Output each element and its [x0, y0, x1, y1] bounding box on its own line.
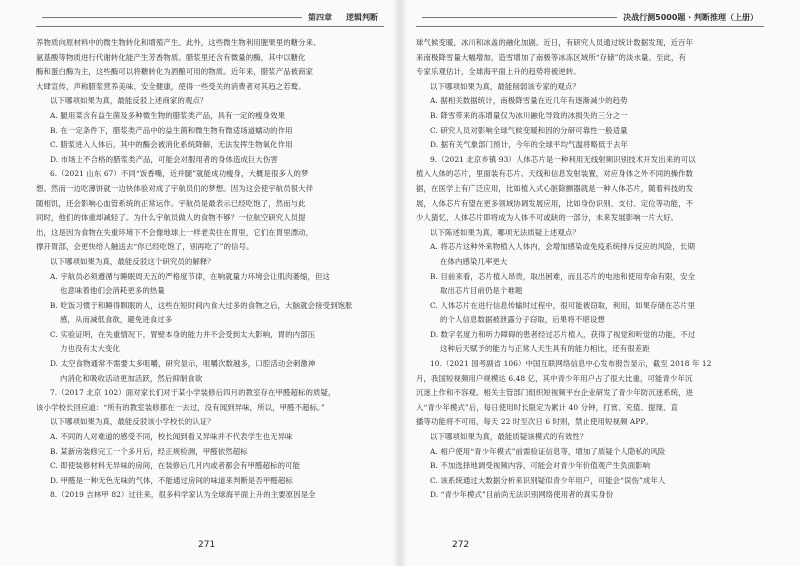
text-line: 球气候变暖，冰川和冰盖的融化加剧。近日，有研究人员通过统计数据发现，近百年 — [416, 38, 694, 47]
text-line: D. 太空食物通常不需要太多咀嚼，研究显示，咀嚼次数越多，口腔活动会刺激神 — [50, 359, 316, 369]
book-title: 决战行测5000题 · 判断推理（上册） — [623, 12, 758, 22]
left-page-text — [36, 36, 384, 503]
text-line: B. 吃饭习惯于和睡得瞑眠的人，这些在短时间内食大过多的食物之后，大脑就会接受到饱胀 — [50, 300, 353, 310]
text-line: 6.（2021 山东 67）不同“饭香嘴，近并腿”就能成功瘦身，大概是很多人的梦 — [50, 169, 309, 179]
text-line: 撑开胃部，会更快给人触送去“你已经吃饱了，别再吃了”的信号。 — [36, 242, 254, 252]
text-line: 养物质向原材料中的微生物转化和增殖产生。此外，这些微生物利用腥果里的糖分来、 — [36, 38, 321, 47]
text-line: 展，人体芯片有望在更多领域协调发展应用，比如身份识别、支付、定位等功能，不 — [416, 198, 694, 208]
text-line: B. 不加选择地调受视频内容，可能会对青少年价值观产生负面影响 — [430, 461, 651, 471]
text-line: A. 据相关数据统计，南极降雪量在近几年有逐渐减少的趋势 — [430, 96, 628, 106]
text-line: A. 宇航员必须遵循与睡眠周天五的严格度节律，在响就量力环境会让肌肉萎缩，但这 — [50, 271, 331, 281]
text-line: 入“青少年模式”后，每日使用时长限定为累计 40 分钟，打赏、充值、提现、直 — [416, 402, 678, 412]
text-line: B. 降雪带来的冻增量仅为冰川融化导致的冰损失的三分之一 — [430, 110, 628, 120]
right-page — [400, 0, 800, 566]
text-line: D. 据有关气象部门预计，今年的全球平均气温将略低于去年 — [430, 140, 628, 150]
text-line: 取出芯片目前仍是个难题 — [440, 286, 523, 296]
text-line: 氨基酸等物质进行代谢转化能产生芳香物质。腊浆里还含有微量的酶，其中以糖化 — [36, 52, 306, 62]
text-line: 想。然而一边吃薄饼就一边快体验对成了宇航员们的梦想。因为这会使宇航员很大伴 — [36, 183, 314, 193]
text-line: D. 甲醛是一种无色无味的气体，不能通过房间的味道来判断是否甲醛超标 — [50, 475, 293, 485]
text-line: D. 市场上不合格的腊浆类产品，可能会对服用者的身体造成巨大伤害 — [50, 154, 278, 164]
chapter-label: 第四章 — [308, 12, 332, 22]
text-line: 7.（2017 北京 102）面对家长们对于某小学装修后四月的教室存在甲醛超标的质疑， — [50, 388, 336, 398]
page-number-left: 271 — [198, 540, 216, 550]
text-line: C. 该系统通过大数据分析来识别疑似青少年用户，可能会“误伤”成年人 — [430, 475, 666, 485]
text-line: 大肆宣传，声称腊浆营养美味、安全健康，使得一些受关的消费者对其趋之若鹜。 — [36, 81, 306, 91]
text-line: 播等功能将不可用，每天 22 时至次日 6 时则，禁止使用短视频 APP。 — [416, 417, 653, 427]
text-line: A. 不同的人对难道的感受不同，校长闻到看又异味并不代表学生也无异味 — [50, 432, 293, 442]
text-line: 沉迷上作和不容观。相关主管部门组织短视频平台企业研发了青少年防沉迷系统，进 — [416, 388, 694, 398]
right-header — [416, 8, 764, 27]
page-number-right: 272 — [452, 540, 470, 550]
text-line: 9.（2021 北京乡镇 93）人体芯片是一种利用无线射频识别技术开发出来的可以 — [430, 154, 696, 164]
text-line: 以下哪项如果为真，最能反驳上述商家的观点？ — [50, 96, 208, 106]
text-line: 专家乐观估计，全球海平面上升的趋势将被逆转。 — [416, 67, 581, 77]
text-line: 出，这是因为食物在失重环境下不会像地球上一样老卖往在胃里，它们在胃里漂动， — [36, 227, 314, 237]
text-line: 以下哪项如果为真，最能反驳该小学校长的认证？ — [50, 417, 215, 427]
text-line: 以下哪项如果为真，最能削弱该专家的观点？ — [430, 81, 580, 91]
text-line: C. 即使装修材料无异味的房间，在装修后几月内或者都会有甲醛超标的可能 — [50, 461, 301, 471]
text-line: 随相饥，还会影响心血管系统的正常运作。宇航员是最表示已经吃饱了，然而与此 — [36, 198, 306, 208]
text-line: 以下哪项如果为真，最能反驳这个研究员的解释？ — [50, 256, 215, 266]
text-line: C. 腊浆进入人体后，其中的酶会被消化系统降解，无法发挥生物氧化作用 — [50, 140, 293, 150]
text-line: B. 目前来看，芯片植入昂贵，取出困难，而且芯片的电池和使用寿命有限，安全 — [430, 271, 696, 281]
text-line: A. 将芯片这种外来物植入人体内，会增加感染或免疫系统排斥反应的风险，长期 — [430, 242, 696, 252]
text-line: 感，从而减低食欲，避免进食过多 — [60, 315, 173, 325]
text-line: 也意味着他们会消耗更多的热量 — [60, 286, 165, 296]
text-line: 8.（2019 吉林甲 82）过往来，很多科学家认为全球海平面上升的主要原因是全 — [50, 490, 316, 500]
text-line: D. “青少年模式”目前尚无法识别网络使用者的真实身份 — [430, 490, 614, 500]
text-line: 内消化和吸收活动更加活跃，然后抑制食欲 — [60, 373, 203, 383]
book-gutter — [392, 0, 408, 566]
text-line: 植入人体的芯片，里面装有芯片、天线和信息发射装置，对应身体之外不同的操作数 — [416, 169, 694, 179]
text-line: 以下哪项如果为真，最能质疑该模式的有效性？ — [430, 432, 588, 442]
text-line: D. 数字名度力和听力障碍的患者经过芯片植入，获得了视觉和听觉的功能，不过 — [430, 329, 696, 339]
text-line: 的个人信息数据被泄露分子窃取，后果将不堪设想 — [440, 315, 605, 325]
text-line: A. 相户使用“青少年模式”前需验证信息等，增加了质疑个人隐私的风险 — [430, 446, 666, 456]
text-line: 该小学校长回应道：“所有的教室装修都在一去过，没有闻到异味，所以，甲醛不超标。” — [36, 402, 325, 412]
right-page-text — [416, 36, 764, 503]
text-line: 以下陈述如果为真，哪项无法质疑上述观点？ — [430, 227, 580, 237]
chapter-title: 逻辑判断 — [346, 12, 378, 22]
text-line: 这种后天赋予的能力与正常人天生具有的能力相比，还有很差距 — [440, 344, 650, 354]
text-line: B. 某新房装修完工一个多月后，经正规检测，甲醛依然超标 — [50, 446, 248, 456]
text-line: 10.（2021 国考副省 106）中国互联网络信息中心发布报告显示，截至 2018 年 12 — [430, 359, 712, 369]
text-line: C. 实验证明，在失重情况下，胃壁本身的能力并不会受到太大影响，胃的内部压 — [50, 329, 316, 339]
text-line: 来南极降雪量大幅增加，造雪增加了南极等冰冻区域所“存储”的淡水量。至此，有 — [416, 52, 686, 62]
text-line: 酶和蛋白酶为主，这些酶可以将糖转化为酒酿可用的物质。近年来，腊浆产品被商家 — [36, 67, 314, 77]
text-line: C. 人体芯片在进行信息传输时过程中，很可能被窃取，利用，如果存储在芯片里 — [430, 300, 696, 310]
text-line: 据，在医学上有广泛应用，比如植入式心脏除颤器就是一种人体芯片，随着科技的发 — [416, 183, 694, 193]
text-line: 力也没有太大变化 — [60, 344, 120, 354]
text-line: C. 研究人员对影响全球气候变暖和因的分研可靠性一般适量 — [430, 125, 628, 135]
text-line: 在体内感染几率更大 — [440, 256, 508, 266]
text-line: 月，我国短视频用户规模达 6.48 亿，其中青少年用户占了很大比重，可能青少年沉 — [416, 373, 693, 383]
text-line: A. 腿用菜含有益生菌及多种微生物的腊浆类产品，具有一定的瘦身效果 — [50, 110, 286, 120]
text-line: 少人猜忆，人体芯片即将成为人体不可或缺的一部分，未来发展影响一片大好。 — [416, 213, 679, 223]
text-line: 同时，他们的体重却减轻了。为什么宇航员做人的食物不够？一位航空研究人员提 — [36, 213, 306, 223]
text-line: B. 在一定条件下，腊浆类产品中的益生菌和微生物有微适场道蠕动的作用 — [50, 125, 293, 135]
left-header — [36, 8, 384, 27]
